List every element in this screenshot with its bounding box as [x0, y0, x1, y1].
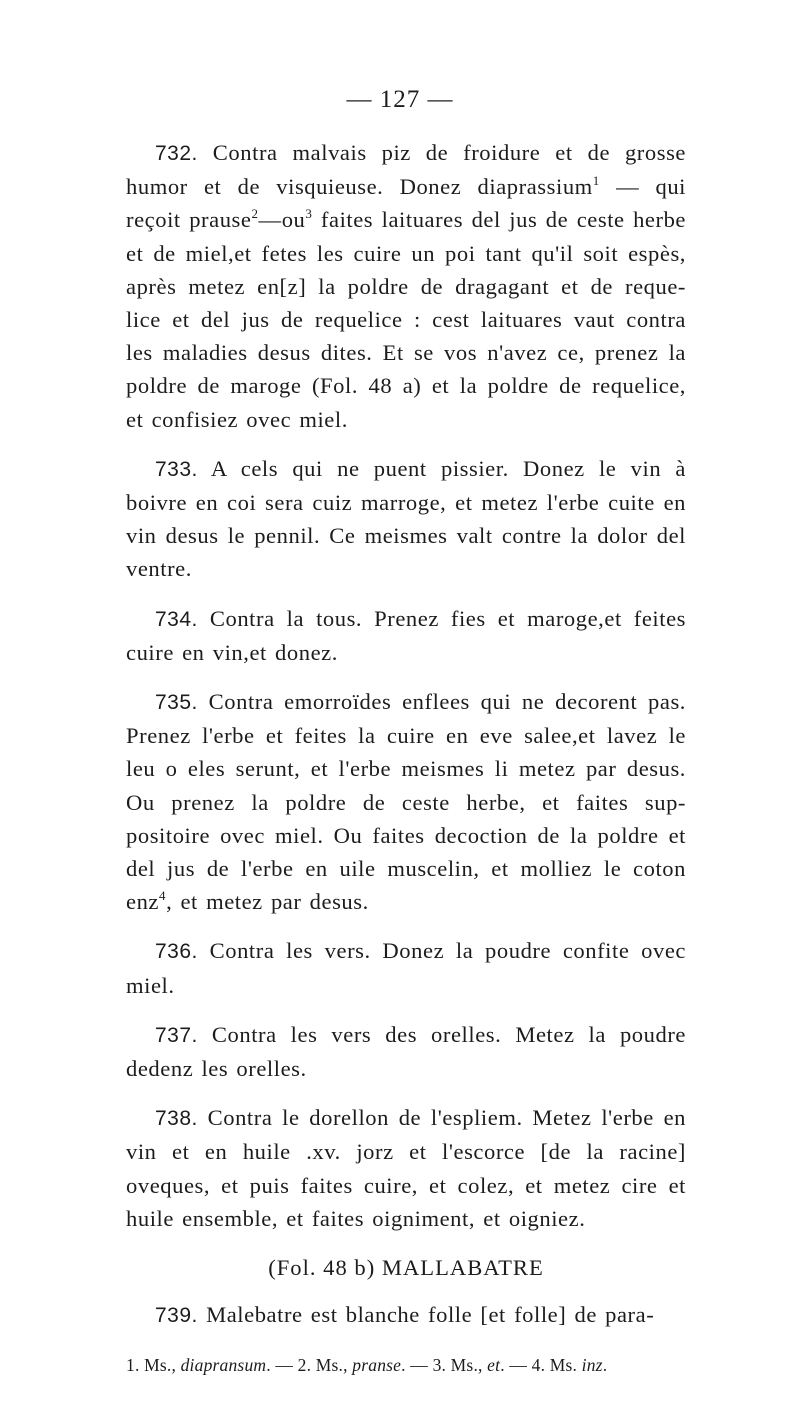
- footnote-1: 1. Ms., diapransum.: [126, 1355, 271, 1375]
- entry-text: Contra le dorellon de l'espliem. Metez l'erbe en vin et en huile .xv. jorz et l'escorce [de la racine] oveques, et puis faites cuire, et colez, et metez cire et huile ensemble, et faites oigniment, et oigniez.: [126, 1105, 686, 1231]
- entry-737: [126, 1018, 686, 1085]
- section-heading: (Fol. 48 b) MALLABATRE: [268, 1255, 544, 1281]
- entry-text: —ou: [258, 207, 306, 233]
- entry-number: 733.: [155, 457, 198, 481]
- entry-number: 735.: [155, 691, 198, 715]
- entry-text: , et metez par desus.: [166, 889, 369, 915]
- entry-text: Contra les vers des orelles. Metez la poudre dedenz les orelles.: [126, 1021, 686, 1082]
- entry-734: [126, 602, 686, 669]
- entry-number: 734.: [155, 607, 198, 631]
- footnote-ref-4: 4: [159, 888, 167, 904]
- entry-739: [126, 1298, 686, 1332]
- entry-735: [126, 685, 686, 918]
- entry-number: 739.: [155, 1304, 198, 1328]
- entry-text: Malebatre est blanche folle [et folle] de para-: [197, 1302, 655, 1328]
- entry-number: 737.: [155, 1023, 198, 1047]
- entry-text: Contra emorroïdes enflees qui ne decorent pas. Prenez l'erbe et feites la cuire en eve salee,et lavez le leu o eles serunt, et l'erbe meismes li metez par desus. Ou prenez la poldre de ceste herbe, et faites sup-positoire ovec miel. Ou faites decoction de la poldre et del jus de l'erbe en uile muscelin, et molliez le coton enz: [126, 689, 686, 915]
- entry-text: Contra la tous. Prenez fies et maroge,et feites cuire en vin,et donez.: [126, 605, 686, 665]
- footnote-ref-2: 2: [251, 206, 259, 222]
- page-body: [126, 136, 686, 1349]
- footnote-4: 4. Ms. inz.: [531, 1355, 608, 1375]
- footnotes: 1. Ms., diapransum. — 2. Ms., pranse. — 3. Ms., et. — 4. Ms. inz.: [126, 1355, 608, 1375]
- entry-text: faites laituares del jus de ceste herbe et de miel,et fetes les cuire un poi tant qu'il soit espès, après metez en[z] la poldre de dragagant et de reque-lice et del jus de requelice : cest laituares vaut contra les maladies desus dites. Et se vos n'avez ce, prenez la poldre de maroge (Fol. 48 a) et la poldre de requelice, et confisiez ovec miel.: [126, 207, 686, 432]
- page-number: — 127 —: [346, 86, 454, 113]
- entry-736: [126, 934, 686, 1001]
- entry-text: Contra malvais piz de froidure et de grosse humor et de visquieuse. Donez diaprassium: [126, 140, 686, 200]
- entry-text: Contra les vers. Donez la poudre confite ovec miel.: [126, 938, 686, 998]
- entry-number: 736.: [155, 940, 198, 964]
- entry-number: 732.: [155, 142, 198, 165]
- footnote-ref-1: 1: [592, 173, 600, 189]
- footnote-ref-3: 3: [305, 206, 313, 222]
- entry-text: — qui reçoit prause: [126, 174, 686, 233]
- entry-732: [126, 136, 686, 436]
- entry-733: [126, 452, 686, 586]
- entry-738: [126, 1101, 686, 1235]
- footnote-2: 2. Ms., pranse.: [297, 1355, 406, 1375]
- entry-number: 738.: [155, 1107, 198, 1131]
- footnote-3: 3. Ms., et.: [432, 1355, 505, 1375]
- entry-text: A cels qui ne puent pissier. Donez le vin à boivre en coi sera cuiz marroge, et metez l'erbe cuite en vin desus le pennil. Ce meismes valt contre la dolor del ventre.: [126, 455, 686, 582]
